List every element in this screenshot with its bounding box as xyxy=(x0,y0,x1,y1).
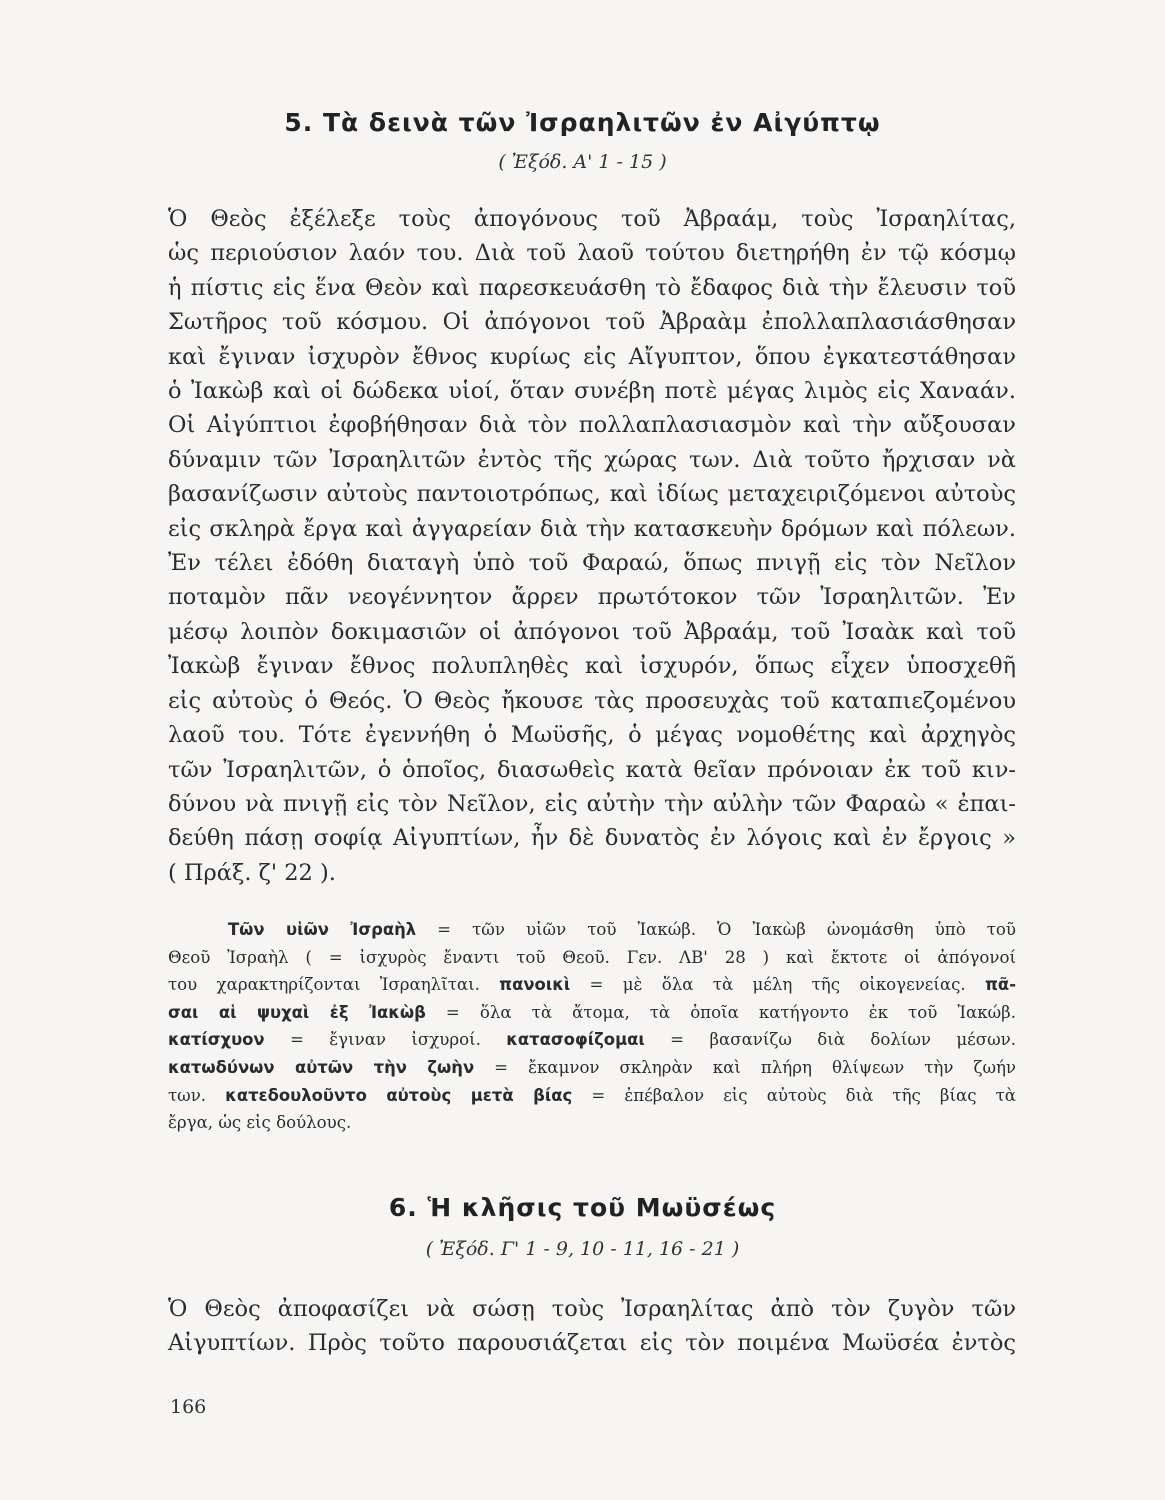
text-line: δύνου νὰ πνιγῇ εἰς τὸν Νεῖλον, εἰς αὐτὴν τὴν αὐλὴν τῶν Φαραὼ « ἐπαι- xyxy=(168,790,1016,817)
text-line: Ὁ Θεὸς ἀποφασίζει νὰ σώσῃ τοὺς Ἰσραηλίτας ἀπὸ τὸν ζυγὸν τῶν xyxy=(168,1296,1016,1322)
section-5-title: 5. Τὰ δεινὰ τῶν Ἰσραηλιτῶν ἐν Αἰγύπτῳ xyxy=(284,108,881,137)
text-line: ἡ πίστις εἰς ἕνα Θεὸν καὶ παρεσκευάσθη τὸ ἔδαφος διὰ τὴν ἔλευσιν τοῦ xyxy=(168,274,1016,301)
glossary-definition: = τῶν υἱῶν τοῦ Ἰακώβ. Ὁ Ἰακὼβ ὠνομάσθη ὑπὸ τοῦ xyxy=(416,920,1017,939)
text-line: Ἐν τέλει ἐδόθη διαταγὴ ὑπὸ τοῦ Φαραώ, ὅπως πνιγῇ εἰς τὸν Νεῖλον xyxy=(168,550,1016,577)
glossary-definition: Θεοῦ Ἰσραὴλ ( = ἰσχυρὸς ἔναντι τοῦ Θεοῦ. Γεν. ΛΒ' 28 ) καὶ ἔκτοτε οἱ ἀπόγονοί xyxy=(168,947,1016,967)
section-5-glossary xyxy=(168,916,1016,1137)
section-5-body xyxy=(168,202,1016,890)
text-line: εἰς αὐτοὺς ὁ Θεός. Ὁ Θεὸς ἤκουσε τὰς προσευχὰς τοῦ καταπιεζομένου xyxy=(168,687,1016,714)
glossary-term: κατασοφίζομαι xyxy=(506,1030,645,1050)
text-line: ποταμὸν πᾶν νεογέννητον ἄρρεν πρωτότοκον τῶν Ἰσραηλιτῶν. Ἐν xyxy=(168,584,1016,611)
glossary-definition: = ἔκαμνον σκληρὰν καὶ πλήρη θλίψεων τὴν ζωήν xyxy=(474,1057,1017,1077)
text-line: Ἰακὼβ ἔγιναν ἔθνος πολυπληθὲς καὶ ἰσχυρόν, ὅπως εἶχεν ὑποσχεθῆ xyxy=(168,653,1016,680)
glossary-line xyxy=(168,1054,1016,1082)
text-line: τῶν Ἰσραηλιτῶν, ὁ ὁποῖος, διασωθεὶς κατὰ θεῖαν πρόνοιαν ἐκ τοῦ κιν- xyxy=(168,756,1016,783)
text-line: βασανίζωσιν αὐτοὺς παντοιοτρόπως, καὶ ἰδίως μεταχειριζόμενοι αὐτοὺς xyxy=(168,481,1016,508)
text-line: δεύθη πάσῃ σοφίᾳ Αἰγυπτίων, ἦν δὲ δυνατὸς ἐν λόγοις καὶ ἐν ἔργοις » xyxy=(168,825,1016,852)
glossary-line xyxy=(168,971,1016,999)
glossary-term: κατεδουλοῦντο αὐτοὺς μετὰ βίας xyxy=(225,1085,573,1105)
glossary-definition: των. xyxy=(168,1085,226,1105)
text-line: ( Πράξ. ζ' 22 ). xyxy=(168,859,336,886)
section-6-title: 6. Ἡ κλῆσις τοῦ Μωϋσέως xyxy=(388,1193,777,1222)
text-line: δύναμιν τῶν Ἰσραηλιτῶν ἐντὸς τῆς χώρας των. Διὰ τοῦτο ἤρχισαν νὰ xyxy=(168,446,1016,473)
glossary-line xyxy=(168,916,1016,944)
text-line: μέσῳ λοιπὸν δοκιμασιῶν οἱ ἀπόγονοι τοῦ Ἀβραάμ, τοῦ Ἰσαὰκ καὶ τοῦ xyxy=(168,618,1016,645)
text-line: Ὁ Θεὸς ἐξέλεξε τοὺς ἀπογόνους τοῦ Ἀβραάμ, τοὺς Ἰσραηλίτας, xyxy=(168,206,1016,232)
glossary-definition: ἔργα, ὡς εἰς δούλους. xyxy=(168,1113,352,1133)
glossary-term: σαι αἱ ψυχαὶ ἐξ Ἰακὼβ xyxy=(168,1002,426,1022)
page-number: 166 xyxy=(170,1396,207,1418)
section-5-reference: ( Ἐξόδ. Α' 1 - 15 ) xyxy=(498,151,667,173)
glossary-line xyxy=(168,1082,1016,1110)
glossary-definition: του χαρακτηρίζονται Ἰσραηλῖται. xyxy=(168,975,500,995)
section-6-reference: ( Ἐξόδ. Γ' 1 - 9, 10 - 11, 16 - 21 ) xyxy=(425,1238,740,1260)
text-line: εἰς σκληρὰ ἔργα καὶ ἀγγαρείαν διὰ τὴν κατασκευὴν δρόμων καὶ πόλεων. xyxy=(168,515,1016,542)
glossary-definition: = ἐπέβαλον εἰς αὐτοὺς διὰ τῆς βίας τὰ xyxy=(572,1085,1016,1105)
section-6-body xyxy=(168,1292,1016,1361)
glossary-term: Τῶν υἱῶν Ἰσραὴλ xyxy=(228,920,417,939)
glossary-definition: = μὲ ὅλα τὰ μέλη τῆς οἰκογενείας. xyxy=(570,975,985,995)
glossary-line xyxy=(168,944,1016,972)
text-line: ὡς περιούσιον λαόν του. Διὰ τοῦ λαοῦ τούτου διετηρήθη ἐν τῷ κόσμῳ xyxy=(168,240,1016,267)
text-line: ὁ Ἰακὼβ καὶ οἱ δώδεκα υἱοί, ὅταν συνέβη ποτὲ μέγας λιμὸς εἰς Χαναάν. xyxy=(168,378,1016,405)
text-line: Σωτῆρος τοῦ κόσμου. Οἱ ἀπόγονοι τοῦ Ἀβραὰμ ἐπολλαπλασιάσθησαν xyxy=(168,309,1016,336)
glossary-term: πανοικὶ xyxy=(499,975,571,995)
text-line: Αἰγυπτίων. Πρὸς τοῦτο παρουσιάζεται εἰς τὸν ποιμένα Μωϋσέα ἐντὸς xyxy=(168,1330,1016,1357)
glossary-term: πᾶ- xyxy=(984,975,1016,995)
text-line: λαοῦ του. Τότε ἐγεννήθη ὁ Μωϋσῆς, ὁ μέγας νομοθέτης καὶ ἀρχηγὸς xyxy=(168,722,1016,749)
glossary-definition: = ἔγιναν ἰσχυροί. xyxy=(264,1030,507,1050)
glossary-term: κατίσχυον xyxy=(168,1030,265,1050)
glossary-line xyxy=(168,1026,1016,1054)
glossary-term: κατωδύνων αὐτῶν τὴν ζωὴν xyxy=(168,1057,475,1077)
text-line: καὶ ἔγιναν ἰσχυρὸν ἔθνος κυρίως εἰς Αἴγυπτον, ὅπου ἐγκατεστάθησαν xyxy=(168,343,1016,370)
text-line: Οἱ Αἰγύπτιοι ἐφοβήθησαν διὰ τὸν πολλαπλασιασμὸν καὶ τὴν αὔξουσαν xyxy=(168,412,1016,439)
glossary-line xyxy=(168,999,1016,1027)
glossary-definition: = ὅλα τὰ ἄτομα, τὰ ὁποῖα κατήγοντο ἐκ τοῦ Ἰακώβ. xyxy=(425,1002,1016,1022)
glossary-line xyxy=(168,1109,1016,1137)
glossary-definition: = βασανίζω διὰ δολίων μέσων. xyxy=(644,1030,1016,1050)
